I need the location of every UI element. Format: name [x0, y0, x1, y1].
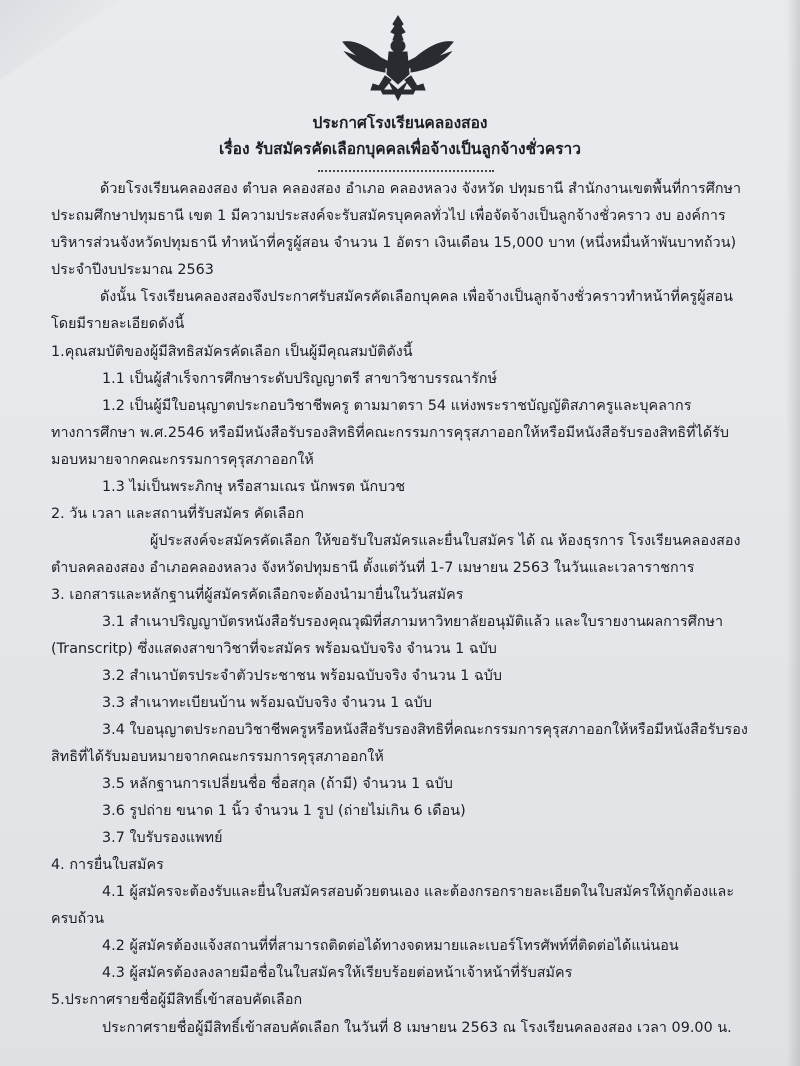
body-line: ประกาศรายชื่อผู้มีสิทธิ์เข้าสอบคัดเลือก ในวันที่ 8 เมษายน 2563 ณ โรงเรียนคลองสอง เวลา 09.00 น. — [102, 1020, 732, 1036]
body-line: ดังนั้น โรงเรียนคลองสองจึงประกาศรับสมัครคัดเลือกบุคคล เพื่อจ้างเป็นลูกจ้างชั่วคราวทำหน้าที่ครูผู้สอน — [100, 289, 733, 305]
list-item: 1.1 เป็นผู้สำเร็จการศึกษาระดับปริญญาตรี สาขาวิชาบรรณารักษ์ — [102, 371, 498, 387]
list-item: 4.3 ผู้สมัครต้องลงลายมือชื่อในใบสมัครให้เรียบร้อยต่อหน้าเจ้าหน้าที่รับสมัคร — [102, 965, 573, 981]
list-item: 3.2 สำเนาบัตรประจำตัวประชาชน พร้อมฉบับจริง จำนวน 1 ฉบับ — [102, 668, 503, 684]
list-item: 3.3 สำเนาทะเบียนบ้าน พร้อมฉบับจริง จำนวน 1 ฉบับ — [102, 695, 432, 711]
section-heading: 5.ประกาศรายชื่อผู้มีสิทธิ์เข้าสอบคัดเลือก — [51, 992, 303, 1008]
body-line: ด้วยโรงเรียนคลองสอง ตำบล คลองสอง อำเภอ คลองหลวง จังหวัด ปทุมธานี สำนักงานเขตพื้นที่การศึกษา — [100, 181, 742, 197]
list-item: 3.6 รูปถ่าย ขนาด 1 นิ้ว จำนวน 1 รูป (ถ่ายไม่เกิน 6 เดือน) — [102, 803, 466, 819]
body-line: ประจำปีงบประมาณ 2563 — [51, 262, 214, 278]
page-fold-shadow — [0, 0, 120, 80]
body-line: ประถมศึกษาปทุมธานี เขต 1 มีความประสงค์จะรับสมัครบุคคลทั่วไป เพื่อจัดจ้างเป็นลูกจ้างชั่วคราว งบ องค์การ — [51, 208, 726, 224]
section-heading: 2. วัน เวลา และสถานที่รับสมัคร คัดเลือก — [51, 506, 305, 522]
section-heading: 1.คุณสมบัติของผู้มีสิทธิสมัครคัดเลือก เป็นผู้มีคุณสมบัติดังนี้ — [51, 344, 413, 360]
body-line: (Transcritp) ซึ่งแสดงสาขาวิชาที่จะสมัคร พร้อมฉบับจริง จำนวน 1 ฉบับ — [51, 641, 497, 657]
body-line: โดยมีรายละเอียดดังนี้ — [51, 316, 185, 332]
list-item: 3.7 ใบรับรองแพทย์ — [102, 830, 223, 846]
garuda-emblem-icon — [335, 12, 461, 104]
list-item: 3.4 ใบอนุญาตประกอบวิชาชีพครูหรือหนังสือรับรองสิทธิที่คณะกรรมการคุรุสภาออกให้หรือมีหนังสือรับรอง — [102, 722, 748, 738]
section-heading: 4. การยื่นใบสมัคร — [51, 857, 164, 873]
body-line: ผู้ประสงค์จะสมัครคัดเลือก ให้ขอรับใบสมัครและยื่นใบสมัคร ได้ ณ ห้องธุรการ โรงเรียนคลองสอง — [150, 533, 741, 549]
dotted-separator — [318, 170, 494, 172]
list-item: 3.5 หลักฐานการเปลี่ยนชื่อ ชื่อสกุล (ถ้ามี) จำนวน 1 ฉบับ — [102, 776, 453, 792]
body-line: มอบหมายจากคณะกรรมการคุรุสภาออกให้ — [51, 452, 314, 468]
body-line: ทางการศึกษา พ.ศ.2546 หรือมีหนังสือรับรองสิทธิที่คณะกรรมการคุรุสภาออกให้หรือมีหนังสือรับรองสิทธิที่ได้รับ — [51, 425, 730, 441]
announcement-title: ประกาศโรงเรียนคลองสอง — [312, 114, 488, 132]
list-item: 4.1 ผู้สมัครจะต้องรับและยื่นใบสมัครสอบด้วยตนเอง และต้องกรอกรายละเอียดในใบสมัครให้ถูกต้องและ — [102, 884, 735, 900]
list-item: 3.1 สำเนาปริญญาบัตรหนังสือรับรองคุณวุฒิที่สภามหาวิทยาลัยอนุมัติแล้ว และใบรายงานผลการศึกษา — [102, 614, 724, 630]
body-line: บริหารส่วนจังหวัดปทุมธานี ทำหน้าที่ครูผู้สอน จำนวน 1 อัตรา เงินเดือน 15,000 บาท (หนึ่งหมื่นห้าพันบาทถ้วน) — [51, 235, 737, 251]
body-line: ตำบลคลองสอง อำเภอคลองหลวง จังหวัดปทุมธานี ตั้งแต่วันที่ 1-7 เมษายน 2563 ในวันและเวลาราชการ — [51, 560, 695, 576]
announcement-subject: เรื่อง รับสมัครคัดเลือกบุคคลเพื่อจ้างเป็นลูกจ้างชั่วคราว — [219, 140, 581, 158]
section-heading: 3. เอกสารและหลักฐานที่ผู้สมัครคัดเลือกจะต้องนำมายื่นในวันสมัคร — [51, 587, 464, 603]
list-item: 4.2 ผู้สมัครต้องแจ้งสถานที่ที่สามารถติดต่อได้ทางจดหมายและเบอร์โทรศัพท์ที่ติดต่อได้แน่นอน — [102, 938, 679, 954]
list-item: 1.3 ไม่เป็นพระภิกษุ หรือสามเณร นักพรต นักบวช — [102, 479, 406, 495]
body-line: ครบถ้วน — [51, 911, 105, 927]
list-item: 1.2 เป็นผู้มีใบอนุญาตประกอบวิชาชีพครู ตามมาตรา 54 แห่งพระราชบัญญัติสภาครูและบุคลากร — [102, 398, 692, 414]
body-line: สิทธิที่ได้รับมอบหมายจากคณะกรรมการคุรุสภาออกให้ — [51, 749, 384, 765]
